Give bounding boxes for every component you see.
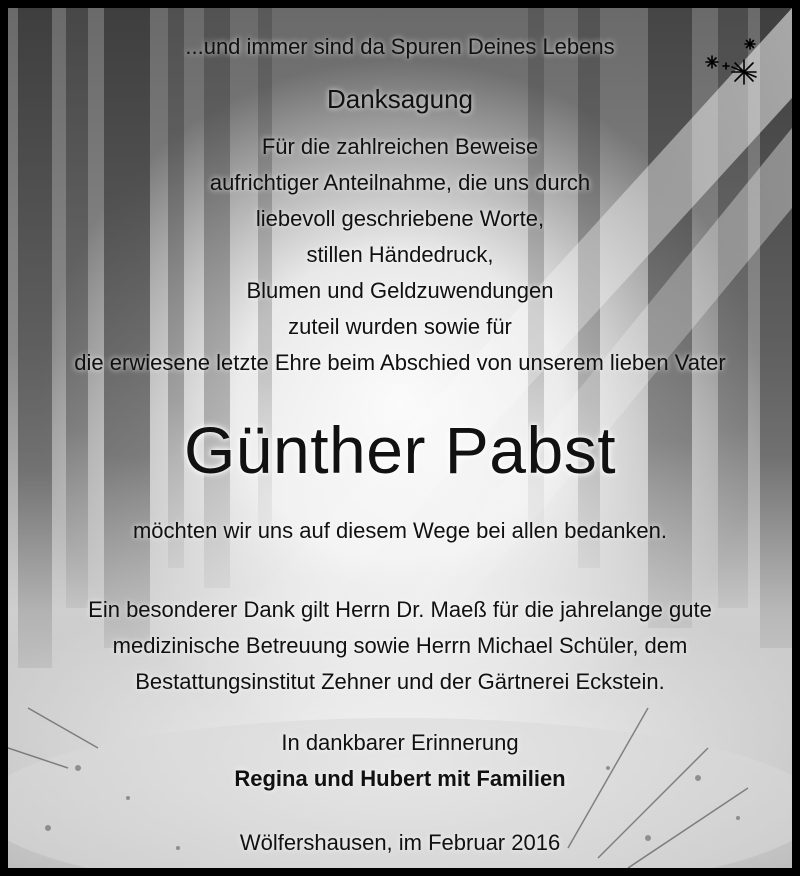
deceased-name: Günther Pabst [183, 413, 617, 487]
intro-line: die erwiesene letzte Ehre beim Abschied von unserem lieben Vater [74, 350, 726, 375]
intro-line: aufrichtiger Anteilnahme, die uns durch [209, 170, 591, 195]
intro-line: stillen Händedruck, [306, 242, 494, 267]
falling-leaves-icon [704, 34, 766, 86]
special-thanks-line: Ein besonderer Dank gilt Herrn Dr. Maeß für die jahrelange gute [88, 597, 712, 622]
heading: Danksagung [327, 84, 473, 114]
intro-paragraph [8, 129, 792, 381]
special-thanks-paragraph [8, 592, 792, 700]
special-thanks-line: medizinische Betreuung sowie Herrn Michael Schüler, dem [112, 633, 688, 658]
thanks-line: möchten wir uns auf diesem Wege bei allen bedanken. [132, 518, 668, 543]
special-thanks-line: Bestattungsinstitut Zehner und der Gärtnerei Eckstein. [135, 669, 665, 694]
family-signature: Regina und Hubert mit Familien [234, 766, 566, 791]
intro-line: liebevoll geschriebene Worte, [255, 206, 545, 231]
motto: ...und immer sind da Spuren Deines Lebens [185, 34, 615, 59]
intro-line: Blumen und Geldzuwendungen [246, 278, 554, 303]
notice-text [8, 8, 792, 868]
place-date: Wölfershausen, im Februar 2016 [239, 830, 561, 855]
intro-line: zuteil wurden sowie für [288, 314, 512, 339]
intro-line: Für die zahlreichen Beweise [261, 134, 539, 159]
memory-line: In dankbarer Erinnerung [281, 730, 519, 755]
